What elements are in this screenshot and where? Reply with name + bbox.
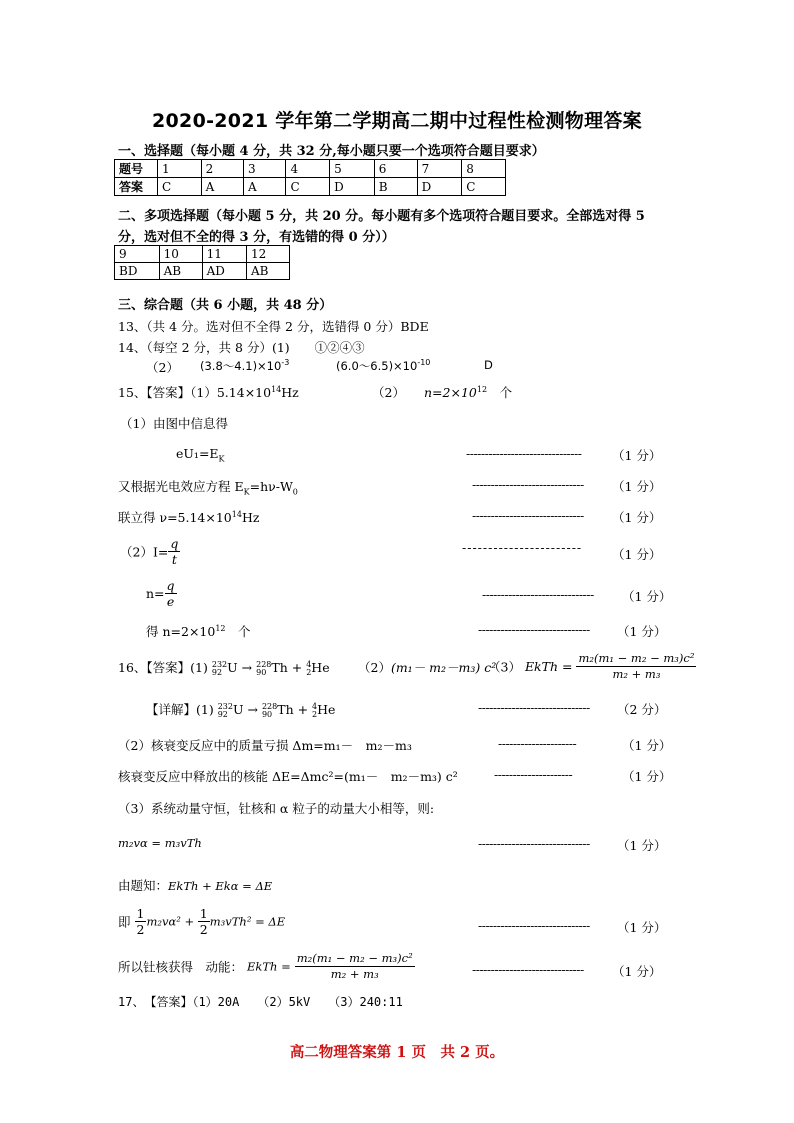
- q16-given: 由题知：EkTh + Ekα = ΔE: [118, 878, 273, 893]
- section1-heading: 一、选择题（每小题 4 分，共 32 分,每小题只要一个选项符合题目要求）: [118, 144, 545, 159]
- table-cell: 10: [159, 246, 202, 263]
- dash-leader: ------------------------------: [478, 918, 590, 933]
- table-cell: AB: [159, 263, 202, 280]
- q13-answer: 13、（共 4 分。选对但不全得 2 分，选错得 0 分）BDE: [118, 319, 429, 334]
- table-cell: A: [244, 178, 286, 196]
- dash-leader: ------------------------------: [478, 700, 590, 715]
- points: （1 分）: [622, 589, 672, 604]
- row-label-answer: 答案: [115, 178, 158, 196]
- q15-final: 得 $n=2\times 10^{12}$ 个: [146, 623, 251, 639]
- points: （1 分）: [622, 738, 672, 753]
- table-cell: AB: [246, 263, 289, 280]
- table-cell: C: [462, 178, 506, 196]
- dash-leader: ------------------------------: [472, 508, 584, 523]
- table-cell: A: [201, 178, 243, 196]
- points: （1 分）: [617, 624, 667, 639]
- points: （1 分）: [612, 547, 662, 562]
- dash-leader: -------------------------------: [466, 446, 582, 461]
- q15-eq3: 联立得 $\nu=5.14\times 10^{14}Hz$: [118, 509, 260, 525]
- q15-step1: （1）由图中信息得: [120, 416, 228, 431]
- section2-table: [114, 245, 290, 280]
- q16-momentum-eq: m₂vα = m₃vTh: [118, 836, 202, 850]
- table-cell: 7: [417, 160, 462, 178]
- table-cell: 9: [115, 246, 160, 263]
- q14-line1: 14、（每空 2 分，共 8 分）(1) ①②④③: [118, 340, 365, 355]
- section2-heading-2: 分，选对但不全的得 3 分，有选错的得 0 分））: [118, 230, 395, 245]
- table-cell: C: [286, 178, 330, 196]
- page-footer: 高二物理答案第 1 页 共 2 页。: [289, 1044, 505, 1061]
- table-cell: AD: [202, 263, 246, 280]
- q14-value-3: D: [484, 358, 493, 372]
- q16-answer: 16、【答案】(1) 232 92 U → 228 90 Th + 4 2He: [118, 659, 330, 677]
- q15-answer-part2: （2）: [372, 385, 405, 400]
- table-cell: 6: [374, 160, 417, 178]
- q15-eq1: $eU_1=E_K$: [176, 446, 225, 464]
- section3-heading: 三、综合题（共 6 小题，共 48 分）: [118, 298, 333, 313]
- q14-part2-label: （2）: [146, 360, 179, 375]
- q15-eq2: 又根据光电效应方程 $E_K=h\nu-W_0$: [118, 479, 298, 497]
- table-cell: D: [330, 178, 375, 196]
- q16-energy: 核衰变反应中释放出的核能 ΔE=Δmc²=(m₁－ m₂－m₃) c²: [118, 769, 458, 784]
- q16-answer-3: （3） EkTh = $\frac{\text{m₂(m₁ − m₂ − m₃)c²}}{\text{m₂ + m₃}}$: [488, 651, 695, 681]
- q14-value-2: $(6.0\sim 6.5)\times 10^{-10}$: [336, 358, 431, 373]
- points: （1 分）: [612, 479, 662, 494]
- q16-momentum: （3）系统动量守恒，钍核和 α 粒子的动量大小相等，则:: [118, 801, 435, 816]
- table-cell: 3: [244, 160, 286, 178]
- points: （1 分）: [612, 964, 662, 979]
- dash-leader: -----------------------: [462, 540, 583, 555]
- table-cell: D: [417, 178, 462, 196]
- q16-ie: 即 $\frac{1}{2}$ m₂vα² + $\frac{1}{2}$ m₃vTh² = ΔE: [118, 906, 286, 937]
- points: （2 分）: [617, 702, 667, 717]
- table-cell: BD: [115, 263, 160, 280]
- table-cell: 11: [202, 246, 246, 263]
- q15-answer: 15、【答案】$(1)5.14\times 10^{14}Hz$: [118, 384, 299, 400]
- q16-so: 所以钍核获得 动能： EkTh = $\frac{\text{m₂(m₁ − m₂ − m₃)c²}}{\text{m₂ + m₃}}$: [118, 951, 413, 981]
- q17-answer: 17、 【答案】（1）20A （2）5kV （3）240:11: [118, 995, 403, 1009]
- q15-part2-n: n= $\frac{q}{e}$: [146, 578, 175, 609]
- dash-leader: ------------------------------: [478, 622, 590, 637]
- q16-mass-defect: （2）核衰变反应中的质量亏损 Δm=m₁－ m₂－m₃: [118, 738, 412, 753]
- q14-value-1: $(3.8\sim 4.1)\times 10^{-3}$: [200, 358, 290, 373]
- points: （1 分）: [612, 510, 662, 525]
- table-cell: B: [374, 178, 417, 196]
- points: （1 分）: [617, 838, 667, 853]
- table-cell: 5: [330, 160, 375, 178]
- section1-table: [114, 159, 506, 196]
- q15-answer-n: $n=2\times 10^{12}$ 个: [424, 384, 513, 400]
- q16-answer-2: （2）(m₁－ m₂－m₃) c²: [358, 660, 497, 675]
- dash-leader: ------------------------------: [482, 587, 594, 602]
- row-label-number: 题号: [115, 160, 158, 178]
- table-cell: C: [158, 178, 202, 196]
- dash-leader: ------------------------------: [478, 836, 590, 851]
- table-cell: 4: [286, 160, 330, 178]
- page-title: 2020-2021 学年第二学期高二期中过程性检测物理答案: [152, 110, 642, 132]
- dash-leader: ------------------------------: [472, 477, 584, 492]
- dash-leader: ------------------------------: [472, 962, 584, 977]
- dash-leader: ---------------------: [498, 736, 577, 751]
- table-cell: 2: [201, 160, 243, 178]
- section2-heading-1: 二、多项选择题（每小题 5 分，共 20 分。每小题有多个选项符合题目要求。全部选对得 5: [118, 209, 645, 224]
- points: （1 分）: [617, 920, 667, 935]
- table-cell: 1: [158, 160, 202, 178]
- q15-part2-I: （2）I= $\frac{q}{t}$: [120, 536, 179, 567]
- dash-leader: ---------------------: [494, 767, 573, 782]
- table-cell: 8: [462, 160, 506, 178]
- nuclide-scripts: 232 92: [211, 659, 228, 677]
- table-cell: 12: [246, 246, 289, 263]
- points: （1 分）: [612, 448, 662, 463]
- q16-detail: 【详解】(1) 232 92 U → 228 90 Th + 4 2He: [146, 701, 336, 719]
- points: （1 分）: [622, 769, 672, 784]
